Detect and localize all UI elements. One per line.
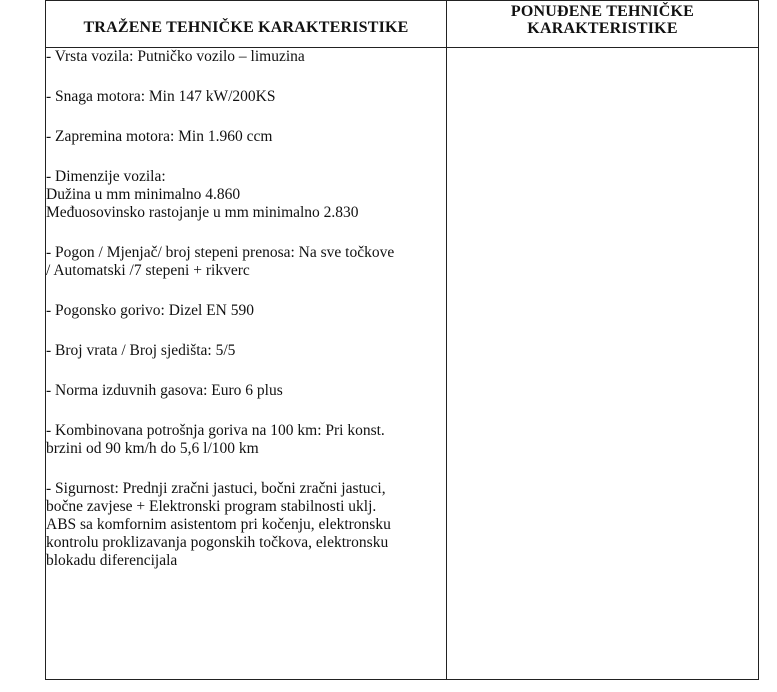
offered-specs-cell[interactable] [447,48,759,680]
spec-engine-displacement: - Zapremina motora: Min 1.960 ccm [46,128,273,145]
header-offered-line-1: PONUĐENE TEHNIČKE [510,3,695,20]
header-required-specs: TRAŽENE TEHNIČKE KARAKTERISTIKE [46,1,447,48]
header-offered-specs [447,1,759,48]
header-offered-line-2: KARAKTERISTIKE [527,20,678,37]
spec-dimensions: - Dimenzije vozila: Dužina u mm minimalno 4.860 Međuosovinsko rastojanje u mm minimalno 2.830 [46,168,359,221]
spec-emission-standard: - Norma izduvnih gasova: Euro 6 plus [46,382,283,399]
spec-drivetrain: - Pogon / Mjenjač/ broj stepeni prenosa: Na sve točkove / Automatski /7 stepeni + rikverc [46,244,395,279]
spec-fuel-consumption: - Kombinovana potrošnja goriva na 100 km: Pri konst. brzini od 90 km/h do 5,6 l/100 km [46,422,385,457]
spec-safety: - Sigurnost: Prednji zračni jastuci, bočni zračni jastuci, bočne zavjese + Elektronski program stabilnosti uklj. ABS sa komfornim asistentom pri kočenju, elektronsku kontrolu proklizavanja pogonskih točkova, elektronsku blokadu diferencijala [46,480,391,569]
spec-fuel: - Pogonsko gorivo: Dizel EN 590 [46,302,254,319]
table-body-row [46,48,759,680]
spec-vehicle-type: - Vrsta vozila: Putničko vozilo – limuzina [46,48,305,65]
specifications-table [45,0,759,680]
spec-engine-power: - Snaga motora: Min 147 kW/200KS [46,88,276,105]
required-specs-cell [46,48,447,680]
spec-doors-seats: - Broj vrata / Broj sjedišta: 5/5 [46,342,236,359]
table-header-row [46,1,759,48]
